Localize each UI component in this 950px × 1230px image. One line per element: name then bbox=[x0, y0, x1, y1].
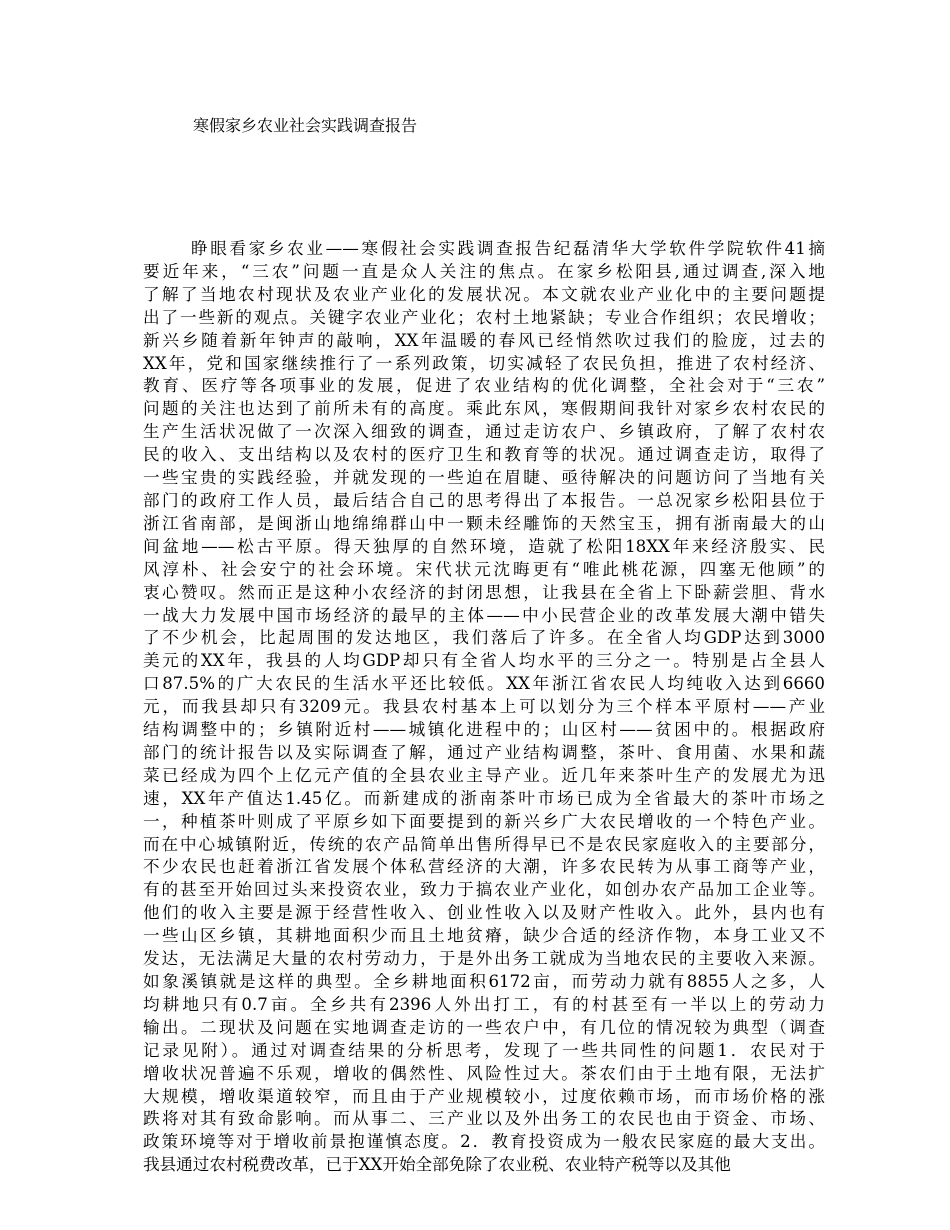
body-text-line: 一些山区乡镇，其耕地面积少而且土地贫瘠，缺少合适的经济作物，本身工业又不 bbox=[143, 926, 825, 946]
body-text-line: 生产生活状况做了一次深入细致的调查，通过走访农户、乡镇政府，了解了农村农 bbox=[143, 422, 825, 442]
body-text-line: 大规模，增收渠道较窄，而且由于产业规模较小，过度依赖市场，而市场价格的涨 bbox=[143, 1086, 825, 1106]
body-text-line: 要近年来，“三农”问题一直是众人关注的焦点。在家乡松阳县,通过调查,深入地 bbox=[143, 261, 825, 281]
document-title: 寒假家乡农业社会实践调查报告 bbox=[193, 116, 418, 135]
body-text-line: XX年，党和国家继续推行了一系列政策，切实减轻了农民负担，推进了农村经济、 bbox=[143, 353, 825, 373]
body-text-line: 而在中心城镇附近，传统的农产品简单出售所得早已不是农民家庭收入的主要部分， bbox=[143, 834, 825, 854]
body-text-line: 结构调整中的；乡镇附近村——城镇化进程中的；山区村——贫困中的。根据政府 bbox=[143, 720, 825, 740]
body-text-line: 出了一些新的观点。关键字农业产业化；农村土地紧缺；专业合作组织；农民增收； bbox=[143, 307, 825, 327]
body-text-line: 美元的XX年，我县的人均GDP却只有全省人均水平的三分之一。特别是占全县人 bbox=[143, 651, 825, 671]
body-text-line: 衷心赞叹。然而正是这种小农经济的封闭思想，让我县在全省上下卧薪尝胆、背水 bbox=[143, 582, 825, 602]
body-text-line: 记录见附）。通过对调查结果的分析思考，发现了一些共同性的问题1．农民对于 bbox=[143, 1040, 825, 1060]
body-text-line: 输出。二现状及问题在实地调查走访的一些农户中，有几位的情况较为典型（调查 bbox=[143, 1017, 825, 1037]
body-text-line: 间盆地——松古平原。得天独厚的自然环境，造就了松阳18XX年来经济殷实、民 bbox=[143, 536, 825, 556]
body-text-line: 了不少机会，比起周围的发达地区，我们落后了许多。在全省人均GDP达到3000 bbox=[143, 628, 825, 648]
body-text-line: 部门的统计报告以及实际调查了解，通过产业结构调整，茶叶、食用菌、水果和蔬 bbox=[143, 742, 825, 762]
body-text-line: 新兴乡随着新年钟声的敲响，XX年温暖的春风已经悄然吹过我们的脸庞，过去的 bbox=[143, 330, 825, 350]
body-text-line: 一战大力发展中国市场经济的最早的主体——中小民营企业的改革发展大潮中错失 bbox=[143, 605, 825, 625]
body-text-line: 风淳朴、社会安宁的社会环境。宋代状元沈晦更有“唯此桃花源，四塞无他顾”的 bbox=[143, 559, 825, 579]
body-text-line: 口87.5%的广大农民的生活水平还比较低。XX年浙江省农民人均纯收入达到6660 bbox=[143, 674, 825, 694]
body-text-line: 浙江省南部，是闽浙山地绵绵群山中一颗未经雕饰的天然宝玉，拥有浙南最大的山 bbox=[143, 513, 825, 533]
body-text-line: 一，种植茶叶则成了平原乡如下面要提到的新兴乡广大农民增收的一个特色产业。 bbox=[143, 811, 825, 831]
body-text-line: 民的收入、支出结构以及农村的医疗卫生和教育等的状况。通过调查走访，取得了 bbox=[143, 445, 825, 465]
document-body bbox=[143, 238, 825, 1177]
body-text-line: 他们的收入主要是源于经营性收入、创业性收入以及财产性收入。此外，县内也有 bbox=[143, 903, 825, 923]
body-text-line: 政策环境等对于增收前景抱谨慎态度。2．教育投资成为一般农民家庭的最大支出。 bbox=[143, 1132, 825, 1152]
body-text-line: 发达，无法满足大量的农村劳动力，于是外出务工就成为当地农民的主要收入来源。 bbox=[143, 949, 825, 969]
body-text-line: 均耕地只有0.7亩。全乡共有2396人外出打工，有的村甚至有一半以上的劳动力 bbox=[143, 994, 825, 1014]
body-text-line: 问题的关注也达到了前所未有的高度。乘此东风，寒假期间我针对家乡农村农民的 bbox=[143, 399, 825, 419]
body-text-line: 不少农民也赶着浙江省发展个体私营经济的大潮，许多农民转为从事工商等产业， bbox=[143, 857, 825, 877]
body-text-line: 部门的政府工作人员，最后结合自己的思考得出了本报告。一总况家乡松阳县位于 bbox=[143, 490, 825, 510]
body-text-line: 我县通过农村税费改革，已于XX开始全部免除了农业税、农业特产税等以及其他 bbox=[143, 1155, 731, 1175]
body-text-line: 跌将对其有致命影响。而从事二、三产业以及外出务工的农民也由于资金、市场、 bbox=[143, 1109, 825, 1129]
body-text-line: 速，XX年产值达1.45亿。而新建成的浙南茶叶市场已成为全省最大的茶叶市场之 bbox=[143, 788, 825, 808]
body-text-line: 教育、医疗等各项事业的发展，促进了农业结构的优化调整，全社会对于“三农” bbox=[143, 376, 825, 396]
body-text-line: 睁眼看家乡农业——寒假社会实践调查报告纪磊清华大学软件学院软件41摘 bbox=[191, 239, 825, 258]
body-text-line: 了解了当地农村现状及农业产业化的发展状况。本文就农业产业化中的主要问题提 bbox=[143, 284, 825, 304]
body-text-line: 如象溪镇就是这样的典型。全乡耕地面积6172亩，而劳动力就有8855人之多，人 bbox=[143, 972, 825, 991]
body-text-line: 菜已经成为四个上亿元产值的全县农业主导产业。近几年来茶叶生产的发展尤为迅 bbox=[143, 765, 825, 785]
body-text-line: 增收状况普遍不乐观，增收的偶然性、风险性过大。茶农们由于土地有限，无法扩 bbox=[143, 1063, 825, 1083]
body-text-line: 元，而我县却只有3209元。我县农村基本上可以划分为三个样本平原村——产业 bbox=[143, 697, 825, 717]
body-text-line: 有的甚至开始回过头来投资农业，致力于搞农业产业化，如创办农产品加工企业等。 bbox=[143, 880, 825, 900]
body-text-line: 一些宝贵的实践经验，并就发现的一些迫在眉睫、亟待解决的问题访问了当地有关 bbox=[143, 468, 825, 488]
